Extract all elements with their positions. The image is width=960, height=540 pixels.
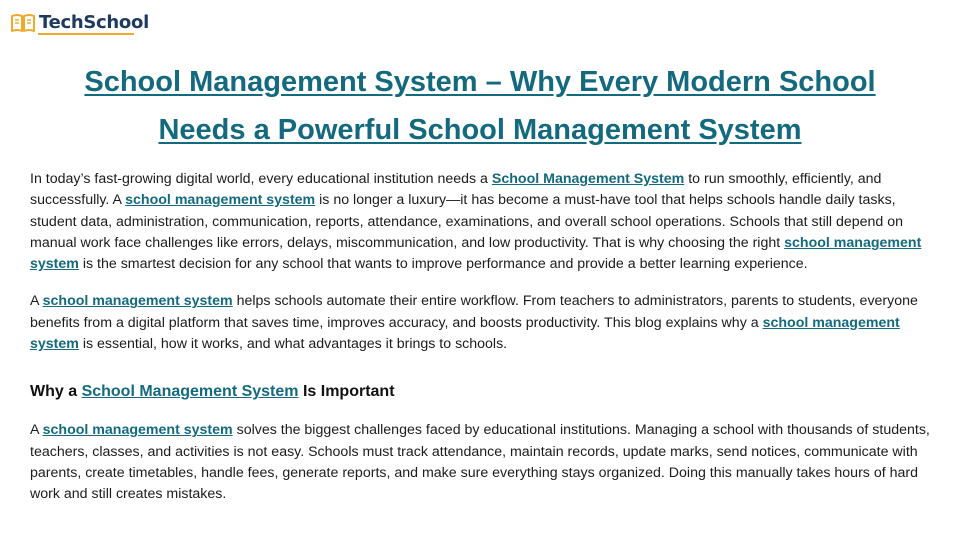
article-title-link-line2[interactable]: Needs a Powerful School Management System: [158, 114, 802, 146]
site-logo[interactable]: [10, 10, 149, 36]
second-paragraph: [30, 291, 940, 355]
article-title-link-line1[interactable]: School Management System – Why Every Modern School: [84, 66, 876, 98]
intro-paragraph: [30, 169, 940, 275]
text: is the smartest decision for any school that wants to improve performance and provide a better learning experience.: [78, 256, 808, 273]
text: is essential, how it works, and what advantages it brings to schools.: [78, 336, 508, 353]
logo-wordmark-prefix: T: [39, 12, 49, 33]
keyword-link[interactable]: School Management System: [491, 171, 685, 187]
third-paragraph: [30, 420, 940, 505]
keyword-link[interactable]: school management system: [30, 234, 922, 273]
text: A: [30, 293, 43, 310]
logo-underline: [38, 33, 134, 35]
section-heading: [30, 381, 940, 403]
text: A: [30, 422, 43, 439]
section-heading-link[interactable]: School Management System: [81, 383, 299, 401]
text: Why a: [30, 383, 82, 401]
logo-wordmark: [39, 12, 149, 34]
open-book-icon: [10, 12, 36, 34]
text: solves the biggest challenges faced by educational institutions. Managing a school with thousands of students, teachers, classes, and activities is not easy. Schools must track attendance, maintain records, update marks, send notices, communicate with parents, create timetables, handle fees, generate reports, and make sure everything stays organized. Doing this manually takes hours of hard work and still creates mistakes.: [30, 422, 930, 503]
text: Is Important: [298, 383, 395, 401]
text: In today’s fast-growing digital world, every educational institution needs a: [30, 171, 492, 187]
logo-wordmark-main: echSchool: [48, 12, 149, 33]
article-title: [20, 58, 940, 154]
article-body: [30, 169, 940, 506]
keyword-link[interactable]: school management system: [30, 314, 900, 353]
text: to run smoothly, efficiently, and successfully. A: [30, 171, 882, 209]
text: helps schools automate their entire workflow. From teachers to administrators, parents to students, everyone benefits from a digital platform that saves time, improves accuracy, and boosts productivity. This blog explains why a: [30, 293, 918, 331]
keyword-link[interactable]: school management system: [42, 293, 233, 310]
keyword-link[interactable]: school management system: [42, 422, 233, 439]
keyword-link[interactable]: school management system: [125, 192, 316, 209]
text: is no longer a luxury—it has become a must-have tool that helps schools handle daily tasks, student data, administration, communication, reports, attendance, examinations, and overall school operations. Schools that still depend on manual work face challenges like errors, delays, miscommunication, and low productivity. That is why choosing the right: [30, 192, 904, 251]
